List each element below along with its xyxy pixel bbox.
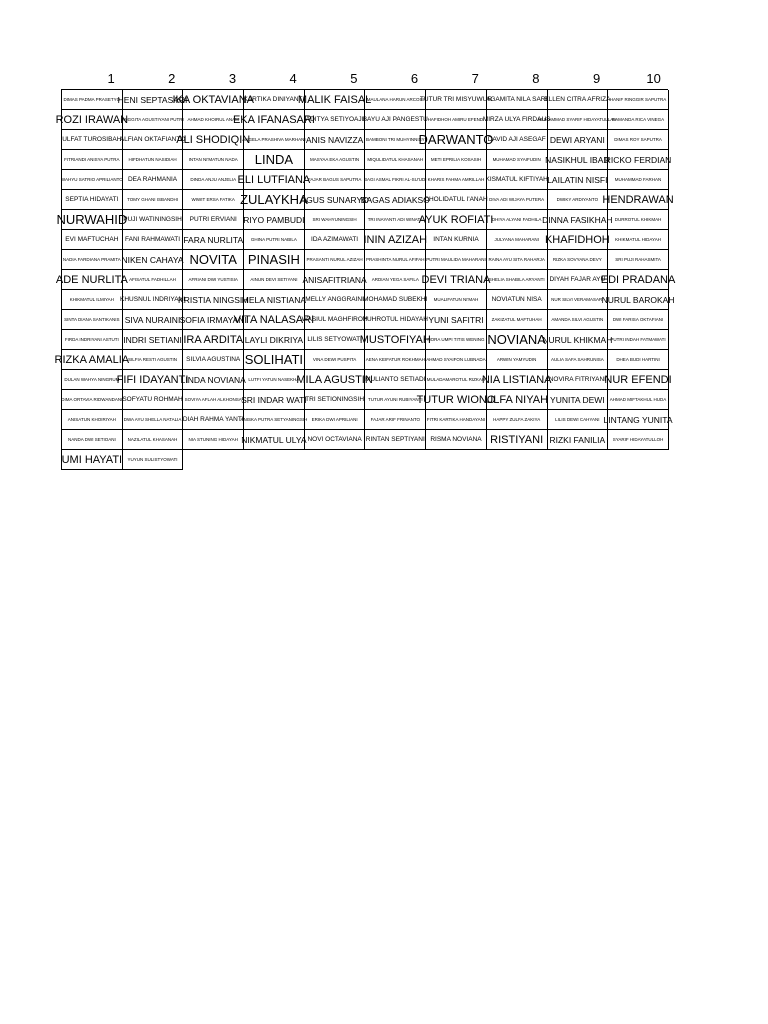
name-cell: RIZKA AMALIA [62,350,123,370]
name-cell: KHAFIDHOH [548,230,609,250]
name-cell: RINTAN SEPTIYANI [365,430,426,450]
name-cell: RIZKI FANILIA [548,430,609,450]
name-cell: TRI INAYANTI ADI WINATA [365,210,426,230]
name-cell: BAGAS ADIAKSO [365,190,426,210]
name-cell: NADIA FARDIANA PRAMITA [62,250,123,270]
name-cell: SRI INDAR WATI [244,390,305,410]
name-cell: SRI PUJI RAHASMITA [608,250,669,270]
name-cell: KRISTIA NINGSIH [183,290,244,310]
name-cell: NOVI OCTAVIANA [305,430,366,450]
name-cell: MELLY ANGGRAINI [305,290,366,310]
name-cell: MUALIFATUN NI'MAH [426,290,487,310]
name-cell: KHIKMATUL ILMIYAH [62,290,123,310]
name-cell: JULYANA MAHARANI [487,230,548,250]
name-cell: ANISATUN KHOIRIYAH [62,410,123,430]
name-cell: DEA RAHMANIA [123,170,184,190]
name-cell: SIVA NURAINI [123,310,184,330]
name-cell: PUJI WATININGSIH [123,210,184,230]
name-cell: ALFIAN OKTAFIANTO [123,130,184,150]
name-cell: DINDA ANJU ANJELIA [183,170,244,190]
name-cell: EDI PRADANA [608,270,669,290]
name-cell: RAINA AYU SITA RAHARJA [487,250,548,270]
name-cell: NURUL KHIKMAH [548,330,609,350]
name-cell: DIYAH FAJAR AYU [548,270,609,290]
name-cell: LAYLI DIKRIYA [244,330,305,350]
name-cell: AINUN DEVI SETIYANI [244,270,305,290]
name-cell: HAPPY ZULFA ZAKIYA [487,410,548,430]
name-cell: RIZKA SOVYANA DEVY [548,250,609,270]
column-number-9: 9 [592,71,601,86]
name-cell: AHMAD SYAIFON LUBNADA [426,350,487,370]
name-cell: ADE NURLITA [62,270,123,290]
name-cell: ULFAT TUROSIBAH [62,130,123,150]
name-cell: LINDA [244,150,305,170]
name-cell: ELI LUTFIANA [244,170,305,190]
name-cell: DEVI TRIANA [426,270,487,290]
name-cell: YUYUN SULISTYOWATI [123,450,184,470]
name-cell: DIMAS ROY SAPUTRA [608,130,669,150]
name-cell: HENI SEPTASARI [123,90,184,110]
name-cell: PUTRI MAULIDA MAHARANI [426,250,487,270]
name-cell: FAJAR BAGUS SAPUTRA [305,170,366,190]
name-cell: MELA NISTIANA [244,290,305,310]
name-cell: IKA OKTAVIANA [183,90,244,110]
name-cell: TUTUR AYUNI RUBIYANTI [365,390,426,410]
name-cell: MALIK FAISAL [305,90,366,110]
name-cell: DIAH RAHMA YANTI [183,410,244,430]
name-cell: LAILATIN NISFI [548,170,609,190]
name-cell: ULFA NIYAH [487,390,548,410]
name-cell: DIMA ORTAVIA RIDWANDANI [62,390,123,410]
column-number-header [61,70,668,88]
name-cell: TUTUR TRI MISYUWUR [426,90,487,110]
column-number-3: 3 [228,71,237,86]
name-cell: YUNITA DEWI [548,390,609,410]
name-cell: FITRIANDI ANISYA PUTRA [62,150,123,170]
name-cell: SOFIA IRMAYANI [183,310,244,330]
name-cell: DHIYA ALYANI FADHILA [487,210,548,230]
name-cell: KHARIS FAHMA AMRILLAH [426,170,487,190]
name-cell: PINASIH [244,250,305,270]
name-cell: NUR EFENDI [608,370,669,390]
name-cell: RISMA NOVIANA [426,430,487,450]
name-cell: CHOLIDATUL I'ANAH [426,190,487,210]
column-number-4: 4 [289,71,297,86]
name-cell: ARDIAN YEGA SAFILA [365,270,426,290]
name-cell: MIRZA ULYA FIRDAUS [487,110,548,130]
name-cell: SYARIF HIDAYATULLOH [608,430,669,450]
name-cell: AFRIANI DWI YUSTISIA [183,270,244,290]
name-cell: WIWIT ERSA FATIKA [183,190,244,210]
name-cell: TRI SETIONINGSIH [305,390,366,410]
name-cell: FANI RAHMAWATI [123,230,184,250]
name-cell: ANIS NAVIZZA [305,130,366,150]
name-cell: ERIKA DWI APRILIANI [305,410,366,430]
name-cell: KISMATUL KIFTIYAH [487,170,548,190]
name-cell: TOMY GHANI ISBANDHI [123,190,184,210]
name-cell: NURUL BAROKAH [608,290,669,310]
name-cell: NIA STUNING HIDAYAH [183,430,244,450]
name-cell: ARWIN YAMYUDIN [487,350,548,370]
column-number-6: 6 [410,71,419,86]
column-number-5: 5 [350,71,358,86]
name-cell: RISTIYANI [487,430,548,450]
name-cell: DIVA ADI WIJAYA PUTERA [487,190,548,210]
name-cell: HANIF RINGGIR SAPUTRA [608,90,669,110]
name-cell: WASIUL MAGHFIROH [305,310,366,330]
name-cell: KARTIKA DINIYANTI [244,90,305,110]
name-cell: PUTRI ERVIANI [183,210,244,230]
name-cell: SILVIA AGUSTINA [183,350,244,370]
name-cell: YUHROTUL HIDAYAH [365,310,426,330]
name-cell: FAJAR ARIF FRINANTO [365,410,426,430]
name-cell: DINNA FASIKHAH [548,210,609,230]
name-cell: FARA NURLITA [183,230,244,250]
name-cell: HIFDHATUN NASIDIAH [123,150,184,170]
name-cell: ZULAYKHA [244,190,305,210]
name-cell: NAZILATUL KHASANAH [123,430,184,450]
name-cell: MUSTOFIYAH [365,330,426,350]
name-cell: NASIKHUL IBAD [548,150,609,170]
name-cell: SOLIHATI [244,350,305,370]
name-cell: DIMAS PADMA PRASETYO [62,90,123,110]
name-cell: KHUSNUL INDRIYANI [123,290,184,310]
name-cell: ZAKIZATUL MAFTUHAH [487,310,548,330]
name-cell: NURWAHID [62,210,123,230]
name-cell: AENA KEIFATUR ROKHMAH [365,350,426,370]
name-cell: DULAN WAHYA NINGRUM [62,370,123,390]
name-cell: MASYAA EKA AGUSTIN [305,150,366,170]
name-cell: NOVIATUN NISA [487,290,548,310]
name-cell: NIKMATUL ULYA [244,430,305,450]
name-cell: SINTA DIANA SANTIKANIS [62,310,123,330]
name-cell: RICKO FERDIAN [608,150,669,170]
name-cell: TUTUR WIONO [426,390,487,410]
name-cell: MULADAMAROTUL RIZKAH [426,370,487,390]
name-cell: DEWI ARYANI [548,130,609,150]
name-cell: LINDA NOVIANA [183,370,244,390]
name-cell: PRASANTI NURUL AZIZAH [305,250,366,270]
name-cell: HAFIDHOH AMIRU EFENDI [426,110,487,130]
name-cell: ANISKA PUTRA SETYANINGSIH [244,410,305,430]
name-cell: NOVIANA [487,330,548,350]
name-cell: RAMANDA RICA VINEGA [608,110,669,130]
name-cell: INDRI SETIANI [123,330,184,350]
name-cell: MOHAMAD SUBEKHI [365,290,426,310]
name-cell: FIFI IDAYANTI [123,370,184,390]
name-cell: EVI MAFTUCHAH [62,230,123,250]
name-cell: SOFYATU ROHMAH [123,390,184,410]
name-cell: ANISAFITRIANA [305,270,366,290]
column-number-7: 7 [471,71,479,86]
name-cell: AGUS SUNARYO [305,190,366,210]
name-cell: SILFIA RESTI AGUSTIN [123,350,184,370]
spreadsheet-page [54,70,676,470]
name-cell: HENDRAWAN [608,190,669,210]
name-cell: NUR SILVI VERAMASARI [548,290,609,310]
name-cell: MULIANTO SETIADI [365,370,426,390]
name-cell: BAYU AJI PANGESTU [365,110,426,130]
name-cell: MAULANA HARUN ARCOSI [365,90,426,110]
name-cell: FIRDA INDRIYANI ASTUTI [62,330,123,350]
name-cell: ININ AZIZAH [365,230,426,250]
name-cell: DWA AYU SHELLA NATALIA [123,410,184,430]
name-cell: AHMAD MIFTAKHUL HUDA [608,390,669,410]
name-cell: AULIA SAFA SAHRUNISA [548,350,609,370]
name-cell: NOVIRA FITRIYANI [548,370,609,390]
name-cell: IDA AZIMAWATI [305,230,366,250]
name-cell: MUHAMAD SYAIFUDIN [487,150,548,170]
name-cell: LILIS DEWI CAHYANI [548,410,609,430]
name-cell: INTAN NI'MATUN NADA [183,150,244,170]
name-cell: DWI FARISA OKTAFIANI [608,310,669,330]
name-cell: NOVITA [183,250,244,270]
name-cell: AMANDA SILVI AGUSTIN [548,310,609,330]
name-cell: EKA IFANASARI [244,110,305,130]
name-cell: SHELIA SHABILA ARYANTI [487,270,548,290]
name-cell: LUTFI YATUN NASEKHA [244,370,305,390]
name-cell: GHINA PUTRI NABILA [244,230,305,250]
name-cell: MUHAMMAD FARHAN [608,170,669,190]
name-cell: MIQULIDATUL KHASANAH [365,150,426,170]
name-cell: NORA UMPI TITIS WENING [426,330,487,350]
name-cell: DURROTUL KHIKMAH [608,210,669,230]
name-cell: RIYO PAMBUDI [244,210,305,230]
column-number-1: 1 [107,71,115,86]
name-cell: UMI HAYATI [62,450,123,470]
column-number-10: 10 [646,71,661,86]
name-cell: AGAMITA NILA SARI [487,90,548,110]
name-cell: WAHYU SATRIO APRILIANTO [62,170,123,190]
name-cell: INTAN KURNIA [426,230,487,250]
name-cell: NIKEN CAHAYA [123,250,184,270]
name-cell: ANGGITA AGUSTIYANI PUTRI [123,110,184,130]
name-cell: AHMAD KHOIRUL ANAM [183,110,244,130]
name-cell: METI EPRILIA KOSASIH [426,150,487,170]
name-cell: BAMBONI TRI MUHYINNISY [365,130,426,150]
name-grid [54,89,676,470]
name-cell: LILIS SETYOWATI [305,330,366,350]
name-cell: SOVIYA AFLAH ALKHONSA [183,390,244,410]
name-cell: AYUK ROFIATI [426,210,487,230]
name-cell: DWIKY ARDIYANTO [548,190,609,210]
column-number-8: 8 [532,71,540,86]
name-cell: ADITYA SETIYOAJI [305,110,366,130]
name-cell: DHEA BUDI HARTINI [608,350,669,370]
name-cell: BAGI ASMAL FIKRI AL-SU'UDI [365,170,426,190]
name-cell: ROZI IRAWAN [62,110,123,130]
name-cell: LINTANG YUNITA [608,410,669,430]
name-cell: ANGELA PRASHIVA MARHANI [244,130,305,150]
name-cell: SEPTIA HIDAYATI [62,190,123,210]
name-cell: KHIKMATUL HIDAYAH [608,230,669,250]
name-cell: FITRI KARTIKA HANDAYANI [426,410,487,430]
name-cell: SRI WAHYUNINGSIH [305,210,366,230]
column-number-2: 2 [168,71,176,86]
name-cell: NIA LISTIANA [487,370,548,390]
name-cell: DAVID AJI ASEGAF [487,130,548,150]
name-cell: AFISATUL FADHILLAH [123,270,184,290]
name-cell: MUHAMMAD SYARIF HIDAYATULLAH [548,110,609,130]
name-cell: ELLEN CITRA AFRIZA [548,90,609,110]
name-cell: NANDA DWI SETIOANI [62,430,123,450]
name-cell: YUNI SAFITRI [426,310,487,330]
name-cell: VINA DEWI PUSPITA [305,350,366,370]
name-cell: ALI SHODIQIN [183,130,244,150]
name-cell: MILA AGUSTIN [305,370,366,390]
name-cell: VITA NALASARI [244,310,305,330]
name-cell: DARWANTO [426,130,487,150]
name-cell: PUTRI INDAH FATMAWATI [608,330,669,350]
name-cell: IRA ARDITA [183,330,244,350]
name-cell: PRASHINTA NURUL AFIFAH [365,250,426,270]
